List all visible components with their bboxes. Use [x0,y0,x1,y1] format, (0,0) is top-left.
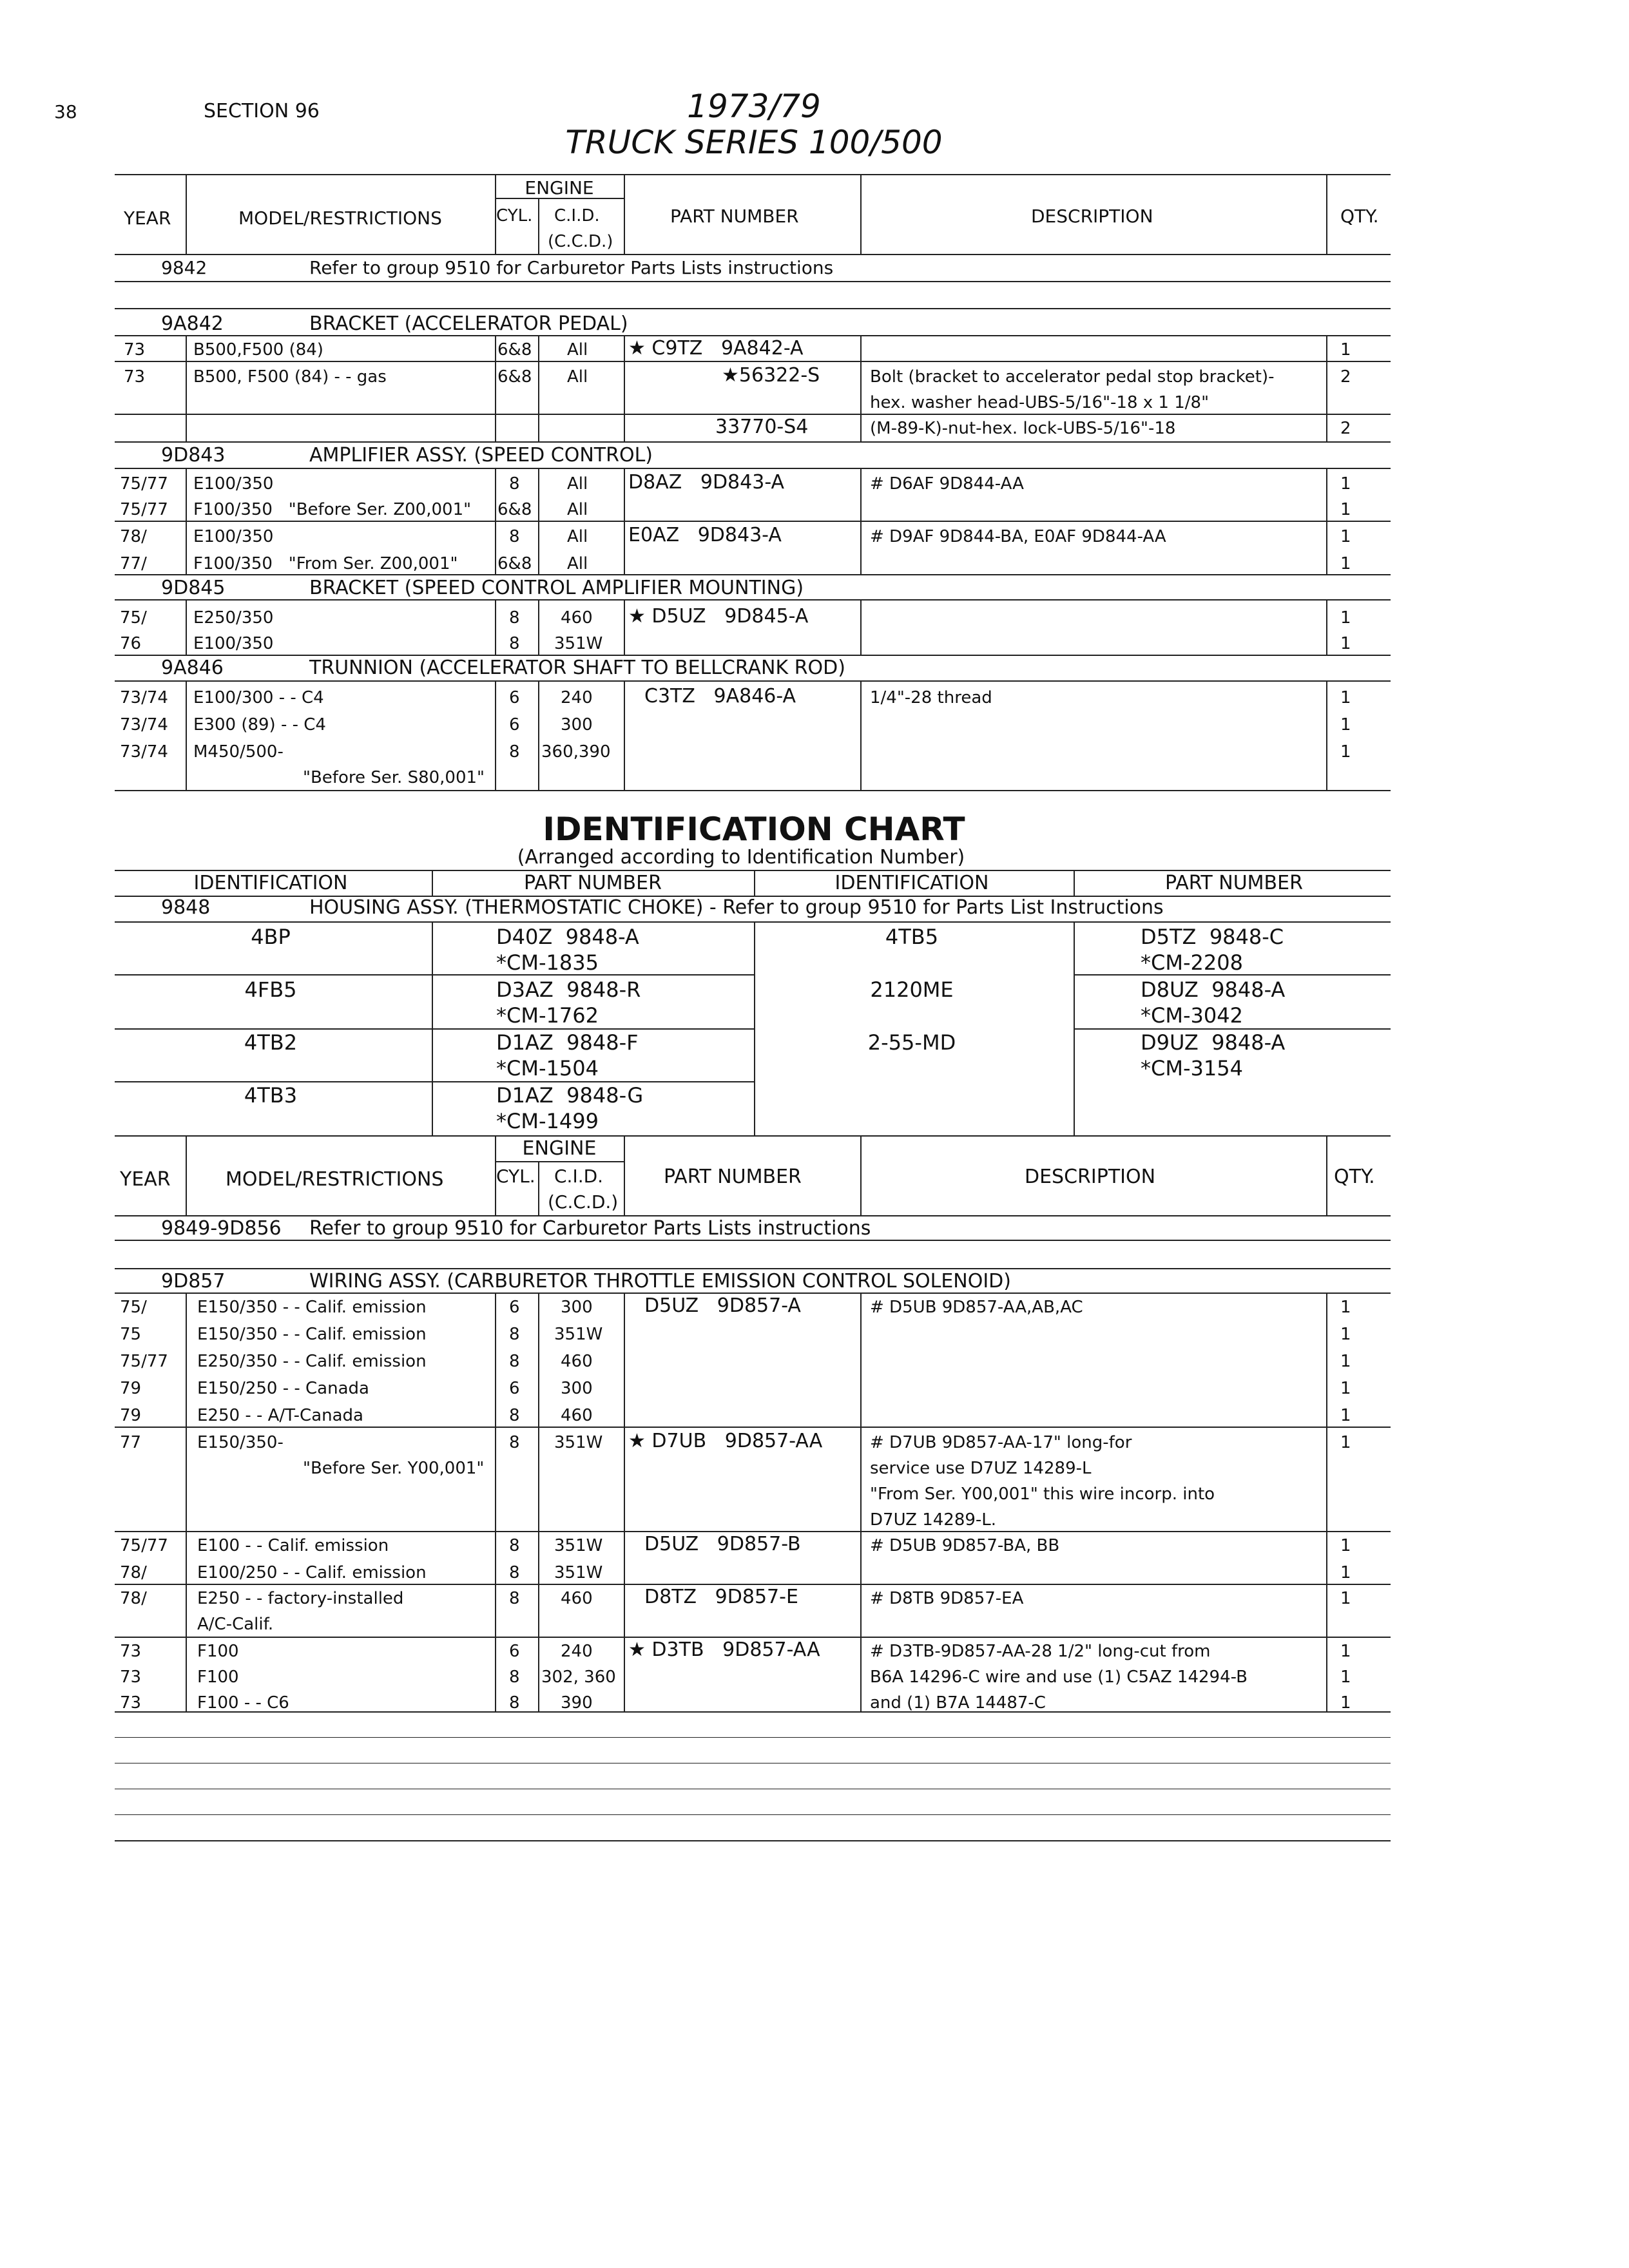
id-cm-number: *CM-3042 [1141,1003,1243,1028]
col-ccd-header: (C.C.D.) [548,1191,619,1213]
row-year: 73 [120,1667,142,1687]
group-number: 9A846 [161,657,224,679]
row-description: (M-89-K)-nut-hex. lock-UBS-5/16"-18 [870,419,1176,438]
group-reference: Refer to group 9510 for Carburetor Parts Lists instructions [309,1217,871,1240]
row-cyl: 8 [509,1563,520,1582]
col-year-header: YEAR [120,1168,171,1191]
row-cyl: 8 [509,1589,520,1608]
row-qty: 1 [1340,554,1351,573]
identification-code: 4FB5 [244,977,297,1002]
identification-code: 4TB5 [885,925,939,949]
page-number: 38 [54,101,77,122]
row-model: E300 (89) - - C4 [193,715,326,735]
row-year: 75/77 [120,1352,168,1371]
row-year: 77/ [120,554,147,573]
row-cid: 302, 360 [541,1667,616,1687]
row-qty: 1 [1340,1536,1351,1555]
row-description: B6A 14296-C wire and use (1) C5AZ 14294-B [870,1667,1248,1687]
row-model: E100/300 - - C4 [193,688,324,707]
row-part-number: E0AZ 9D843-A [628,524,782,546]
row-qty: 1 [1340,634,1351,653]
row-qty: 1 [1340,1298,1351,1317]
row-cid: 240 [561,688,593,707]
id-part-number: D3AZ 9848-R [496,977,641,1002]
row-model: F100 [197,1642,239,1661]
group-number: 9849-9D856 [161,1217,282,1240]
col-qty-header: QTY. [1334,1166,1375,1188]
row-part-number: ★ D5UZ 9D845-A [628,605,809,628]
row-cyl: 8 [509,742,520,762]
row-qty: 1 [1340,1325,1351,1344]
row-cid: 460 [561,1352,593,1371]
id-part-number: D40Z 9848-A [496,925,639,949]
row-cid: All [567,554,588,573]
row-model: F100 [197,1667,239,1687]
id-part-number: D1AZ 9848-G [496,1083,644,1108]
row-description: 1/4"-28 thread [870,688,992,707]
id-chart-title: IDENTIFICATION CHART [543,811,965,848]
id-cm-number: *CM-1504 [496,1056,599,1081]
row-qty: 1 [1340,1406,1351,1425]
row-year: 73 [120,1642,142,1661]
row-model: M450/500- [193,742,284,762]
row-cid: All [567,527,588,546]
row-cyl: 8 [509,527,520,546]
row-cyl: 6 [509,1298,520,1317]
row-model: E250 - - A/T-Canada [197,1406,363,1425]
row-cyl: 8 [509,1352,520,1371]
row-description: # D9AF 9D844-BA, E0AF 9D844-AA [870,527,1166,546]
row-part-number: D8TZ 9D857-E [644,1586,798,1608]
row-year: 73 [124,340,146,360]
row-description: # D5UB 9D857-BA, BB [870,1536,1060,1555]
row-year: 73/74 [120,742,168,762]
row-cyl: 6 [509,688,520,707]
id-col-identification: IDENTIFICATION [193,872,348,894]
row-description-cont: hex. washer head-UBS-5/16"-18 x 1 1/8" [870,393,1210,412]
row-description-cont: service use D7UZ 14289-L [870,1459,1092,1478]
row-model: F100/350 "From Ser. Z00,001" [193,554,458,573]
row-qty: 1 [1340,1379,1351,1398]
row-cyl: 8 [509,1693,520,1713]
row-qty: 1 [1340,715,1351,735]
row-model-cont: "Before Ser. S80,001" [303,768,485,787]
row-description-cont: "From Ser. Y00,001" this wire incorp. into [870,1485,1215,1504]
section-label: SECTION 96 [204,100,320,122]
id-cm-number: *CM-3154 [1141,1056,1243,1081]
row-cid: 460 [561,608,593,628]
row-year: 76 [120,634,142,653]
row-model: E100/250 - - Calif. emission [197,1563,427,1582]
group-number: 9D845 [161,577,226,599]
row-qty: 1 [1340,1589,1351,1608]
identification-code: 4TB3 [244,1083,298,1108]
row-model: E100/350 [193,527,274,546]
row-qty: 1 [1340,1667,1351,1687]
col-year-header: YEAR [124,207,171,229]
row-year: 75/ [120,608,147,628]
row-year: 79 [120,1379,142,1398]
row-description: # D6AF 9D844-AA [870,474,1024,494]
group-title: HOUSING ASSY. (THERMOSTATIC CHOKE) - Refer to group 9510 for Parts List Instructions [309,896,1164,919]
group-number: 9D857 [161,1270,226,1293]
row-part-number: C3TZ 9A846-A [644,685,796,707]
col-cid-header: C.I.D. [554,1166,604,1187]
row-qty: 1 [1340,742,1351,762]
col-ccd-header: (C.C.D.) [548,232,613,251]
row-description: # D7UB 9D857-AA-17" long-for [870,1433,1132,1452]
row-cid: All [567,367,588,387]
group-title: AMPLIFIER ASSY. (SPEED CONTROL) [309,444,653,466]
group-number: 9D843 [161,444,226,466]
row-cid: 240 [561,1642,593,1661]
id-part-number: D5TZ 9848-C [1141,925,1284,949]
row-year: 75 [120,1325,142,1344]
id-cm-number: *CM-1762 [496,1003,599,1028]
group-title: WIRING ASSY. (CARBURETOR THROTTLE EMISSION CONTROL SOLENOID) [309,1270,1011,1293]
row-cid: All [567,340,588,360]
row-qty: 1 [1340,1693,1351,1713]
id-part-number: D9UZ 9848-A [1141,1030,1286,1055]
row-model: B500,F500 (84) [193,340,323,360]
row-cid: All [567,500,588,519]
row-part-number: D5UZ 9D857-B [644,1533,801,1555]
row-description: # D3TB-9D857-AA-28 1/2" long-cut from [870,1642,1211,1661]
row-model: E150/350- [197,1433,284,1452]
row-qty: 1 [1340,527,1351,546]
row-description: # D8TB 9D857-EA [870,1589,1024,1608]
id-col-part-number: PART NUMBER [524,872,662,894]
row-year: 79 [120,1406,142,1425]
row-description-cont: D7UZ 14289-L. [870,1510,997,1530]
group-title: TRUNNION (ACCELERATOR SHAFT TO BELLCRANK ROD) [309,657,845,679]
row-model: B500, F500 (84) - - gas [193,367,387,387]
id-col-identification: IDENTIFICATION [834,872,989,894]
group-title: BRACKET (SPEED CONTROL AMPLIFIER MOUNTING) [309,577,804,599]
row-year: 77 [120,1433,142,1452]
id-cm-number: *CM-1835 [496,950,599,975]
col-cyl-header: CYL. [496,206,533,226]
row-qty: 1 [1340,1433,1351,1452]
group-title: BRACKET (ACCELERATOR PEDAL) [309,312,628,335]
identification-code: 4TB2 [244,1030,298,1055]
row-part-number: ★ C9TZ 9A842-A [628,337,804,360]
col-description-header: DESCRIPTION [1025,1166,1156,1188]
row-qty: 1 [1340,608,1351,628]
row-cid: 460 [561,1406,593,1425]
row-part-number: ★ D7UB 9D857-AA [628,1430,823,1452]
col-model-header: MODEL/RESTRICTIONS [238,207,442,229]
group-reference: Refer to group 9510 for Carburetor Parts Lists instructions [309,257,834,278]
row-model: F100/350 "Before Ser. Z00,001" [193,500,472,519]
page-title-series: TRUCK SERIES 100/500 [565,124,943,161]
col-qty-header: QTY. [1340,206,1379,227]
row-year: 75/77 [120,500,168,519]
row-model: E250/350 - - Calif. emission [197,1352,427,1371]
row-cid: 351W [554,1563,603,1582]
row-cyl: 6 [509,1642,520,1661]
group-number: 9A842 [161,312,224,335]
row-model: E250/350 [193,608,274,628]
id-chart-subtitle: (Arranged according to Identification Number) [517,846,965,869]
row-year: 75/77 [120,474,168,494]
row-model: E100/350 [193,474,274,494]
row-part-number: D8AZ 9D843-A [628,471,785,494]
row-model: E150/250 - - Canada [197,1379,369,1398]
row-year: 78/ [120,1589,147,1608]
row-year: 73/74 [120,715,168,735]
group-number: 9842 [161,257,207,278]
row-cid: 390 [561,1693,593,1713]
row-part-number: D5UZ 9D857-A [644,1294,801,1317]
id-cm-number: *CM-1499 [496,1109,599,1133]
row-description: and (1) B7A 14487-C [870,1693,1046,1713]
row-year: 73 [124,367,146,387]
row-cyl: 8 [509,1325,520,1344]
row-year: 78/ [120,1563,147,1582]
id-part-number: D8UZ 9848-A [1141,977,1286,1002]
id-part-number: D1AZ 9848-F [496,1030,639,1055]
row-model: E100 - - Calif. emission [197,1536,389,1555]
row-cid: 351W [554,1433,603,1452]
row-qty: 1 [1340,1352,1351,1371]
row-model: E100/350 [193,634,274,653]
row-part-number: ★56322-S [722,364,820,387]
row-cyl: 8 [509,1536,520,1555]
row-description: Bolt (bracket to accelerator pedal stop bracket)- [870,367,1275,387]
identification-code: 2-55-MD [867,1030,956,1055]
row-cid: All [567,474,588,494]
row-cyl: 8 [509,474,520,494]
row-cyl: 6&8 [497,554,532,573]
id-col-part-number: PART NUMBER [1165,872,1303,894]
row-year: 75/77 [120,1536,168,1555]
row-qty: 1 [1340,340,1351,360]
col-description-header: DESCRIPTION [1031,206,1153,227]
group-number: 9848 [161,896,211,919]
row-cyl: 6 [509,1379,520,1398]
row-description: # D5UB 9D857-AA,AB,AC [870,1298,1083,1317]
row-cid: 351W [554,634,603,653]
row-model: F100 - - C6 [197,1693,289,1713]
row-cid: 351W [554,1536,603,1555]
identification-code: 2120ME [870,977,954,1002]
row-cid: 300 [561,715,593,735]
row-qty: 1 [1340,688,1351,707]
row-cyl: 8 [509,608,520,628]
id-cm-number: *CM-2208 [1141,950,1243,975]
col-part-number-header: PART NUMBER [664,1166,802,1188]
col-model-header: MODEL/RESTRICTIONS [226,1168,444,1191]
row-cyl: 8 [509,634,520,653]
row-qty: 1 [1340,500,1351,519]
col-cid-header: C.I.D. [554,206,600,226]
row-qty: 2 [1340,419,1351,438]
col-cyl-header: CYL. [496,1166,535,1187]
row-qty: 1 [1340,474,1351,494]
row-model: E250 - - factory-installed [197,1589,404,1608]
row-cyl: 6&8 [497,500,532,519]
row-year: 75/ [120,1298,147,1317]
identification-code: 4BP [251,925,291,949]
row-cid: 351W [554,1325,603,1344]
row-year: 73/74 [120,688,168,707]
row-cid: 300 [561,1298,593,1317]
row-year: 73 [120,1693,142,1713]
row-model: E150/350 - - Calif. emission [197,1325,427,1344]
row-cid: 300 [561,1379,593,1398]
row-model: E150/350 - - Calif. emission [197,1298,427,1317]
row-cid: 360,390 [541,742,611,762]
col-part-number-header: PART NUMBER [670,206,799,227]
row-cid: 460 [561,1589,593,1608]
page-title-year: 1973/79 [687,88,821,125]
row-qty: 1 [1340,1563,1351,1582]
row-cyl: 6&8 [497,340,532,360]
row-part-number: 33770-S4 [715,416,809,438]
row-cyl: 8 [509,1667,520,1687]
row-year: 78/ [120,527,147,546]
row-qty: 1 [1340,1642,1351,1661]
row-cyl: 8 [509,1406,520,1425]
row-model-cont: "Before Ser. Y00,001" [303,1459,485,1478]
col-engine-header: ENGINE [522,1137,597,1160]
row-cyl: 6&8 [497,367,532,387]
col-engine-header: ENGINE [525,177,594,198]
row-part-number: ★ D3TB 9D857-AA [628,1639,820,1661]
row-cyl: 8 [509,1433,520,1452]
row-model-cont: A/C-Calif. [197,1615,274,1634]
row-qty: 2 [1340,367,1351,387]
row-cyl: 6 [509,715,520,735]
